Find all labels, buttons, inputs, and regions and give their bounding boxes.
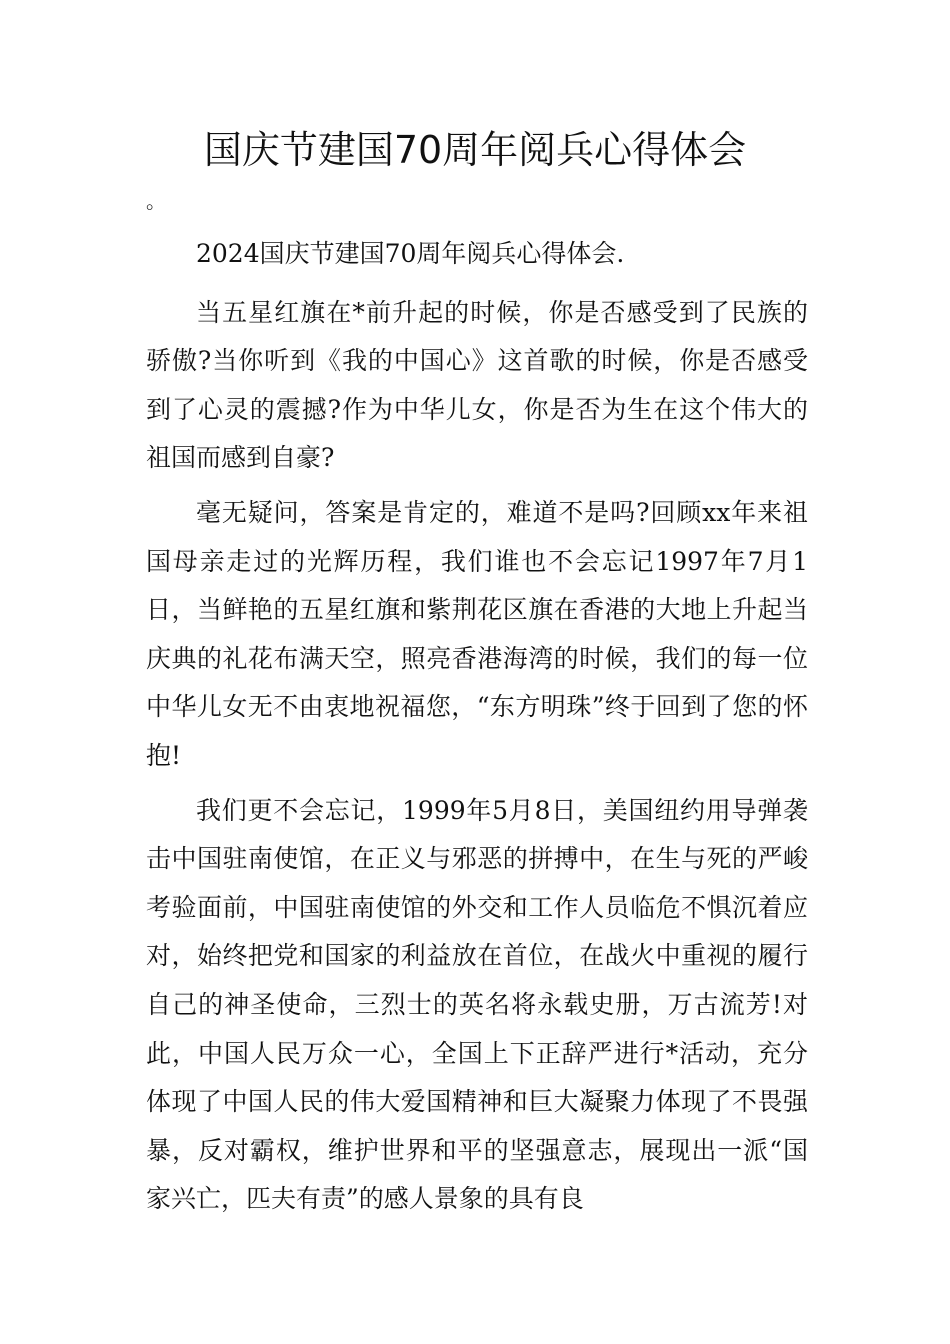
paragraph-1: 当五星红旗在*前升起的时候，你是否感受到了民族的骄傲?当你听到《我的中国心》这首歌的时候，你是否感受到了心灵的震撼?作为中华儿女，你是否为生在这个伟大的祖国而感到自豪? — [146, 297, 808, 473]
paragraph-2: 毫无疑问，答案是肯定的，难道不是吗?回顾xx年来祖国母亲走过的光辉历程，我们谁也不会忘记1997年7月1日，当鲜艳的五星红旗和紫荆花区旗在香港的大地上升起当庆典的礼花布满天空，照亮香港海湾的时候，我们的每一位中华儿女无不由衷地祝福您，“东方明珠”终于回到了您的怀抱! — [146, 497, 808, 770]
document-title: 国庆节建国70周年阅兵心得体会 — [203, 128, 747, 172]
stray-punctuation-mark: 。 — [146, 189, 166, 213]
paragraph-3: 我们更不会忘记，1999年5月8日，美国纽约用导弹袭击中国驻南使馆，在正义与邪恶的拼搏中，在生与死的严峻考验面前，中国驻南使馆的外交和工作人员临危不惧沉着应对，始终把党和国家的利益放在首位，在战火中重视的履行自己的神圣使命，三烈士的英名将永载史册，万古流芳!对此，中国人民万众一心，全国上下正辞严进行*活动，充分体现了中国人民的伟大爱国精神和巨大凝聚力体现了不畏强暴，反对霸权，维护世界和平的坚强意志，展现出一派“国家兴亡，匹夫有责”的感人景象的具有良 — [146, 795, 808, 1214]
document-subtitle: 2024国庆节建国70周年阅兵心得体会. — [196, 239, 625, 268]
document-body — [146, 230, 808, 1224]
